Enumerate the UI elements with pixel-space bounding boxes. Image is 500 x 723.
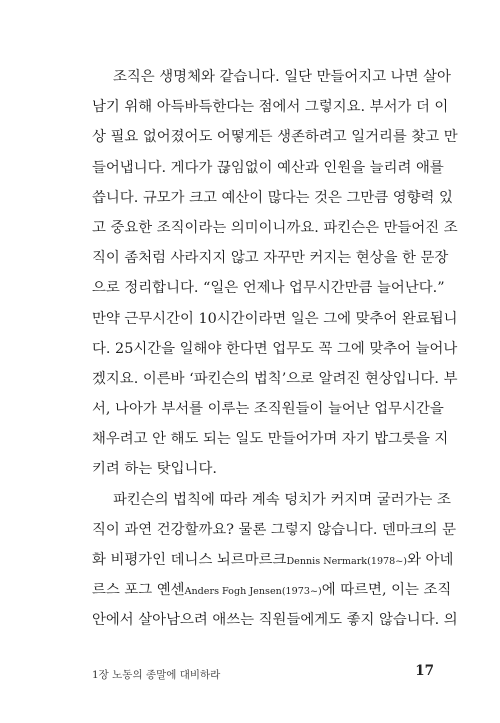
text-line: 키려 하는 탓입니다. <box>92 461 217 478</box>
text-line: 남기 위해 아득바득한다는 점에서 그렇지요. 부서가 더 이 <box>92 99 449 116</box>
text-line: 직이 과연 건강할까요? 물론 그렇지 않습니다. 덴마크의 문 <box>92 521 457 538</box>
text-line: 안에서 살아남으려 애쓰는 직원들에게도 좋지 않습니다. 의 <box>92 612 458 629</box>
text-line: 채우려고 안 해도 되는 일도 만들어가며 자기 밥그릇을 지 <box>92 431 449 448</box>
text-segment: 와 아네 <box>407 552 454 568</box>
text-segment: 화 비평가인 데니스 뇌르마르크 <box>92 552 287 568</box>
birth-year: (1973~) <box>281 586 322 598</box>
text-line: 들어냅니다. 게다가 끊임없이 예산과 인원을 늘리려 애를 <box>92 159 444 176</box>
text-line: 파킨슨의 법칙에 따라 계속 덩치가 커지며 굴러가는 조 <box>113 491 451 508</box>
text-segment: 에 따르면, 이는 조직 <box>321 582 452 599</box>
birth-year: (1978~) <box>367 556 408 567</box>
text-line: 겠지요. 이른바 ‘파킨슨의 법칙’으로 알려진 현상입니다. 부 <box>92 370 458 387</box>
text-line: 직이 좀처럼 사라지지 않고 자꾸만 커지는 현상을 한 문장 <box>92 250 449 267</box>
text-line: 조직은 생명체와 같습니다. 일단 만들어지고 나면 살아 <box>113 69 451 85</box>
text-line: 다. 25시간을 일해야 한다면 업무도 꼭 그에 맞추어 늘어나 <box>92 340 458 357</box>
text-segment: 르스 포그 옌센 <box>92 582 185 599</box>
text-line: 씁니다. 규모가 크고 예산이 많다는 것은 그만큼 영향력 있 <box>92 189 453 206</box>
page-number: 17 <box>415 663 434 679</box>
foreign-name: Anders Fogh Jensen <box>184 586 282 598</box>
text-line <box>92 575 452 605</box>
text-line <box>92 545 454 575</box>
text-line: 만약 근무시간이 10시간이라면 일은 그에 맞추어 완료됩니 <box>92 310 458 327</box>
text-line: 으로 정리합니다. “일은 언제나 업무시간만큼 늘어난다.” <box>92 280 445 297</box>
text-line: 서, 나아가 부서를 이루는 조직원들이 늘어난 업무시간을 <box>92 401 444 418</box>
text-line: 고 중요한 조직이라는 의미이니까요. 파킨슨은 만들어진 조 <box>92 219 458 236</box>
body-text <box>92 62 458 636</box>
text-line: 상 필요 없어졌어도 어떻게든 생존하려고 일거리를 찾고 만 <box>92 129 458 146</box>
foreign-name: Dennis Nermark <box>286 556 368 567</box>
running-footer-chapter: 1장 노동의 종말에 대비하라 <box>92 669 221 681</box>
